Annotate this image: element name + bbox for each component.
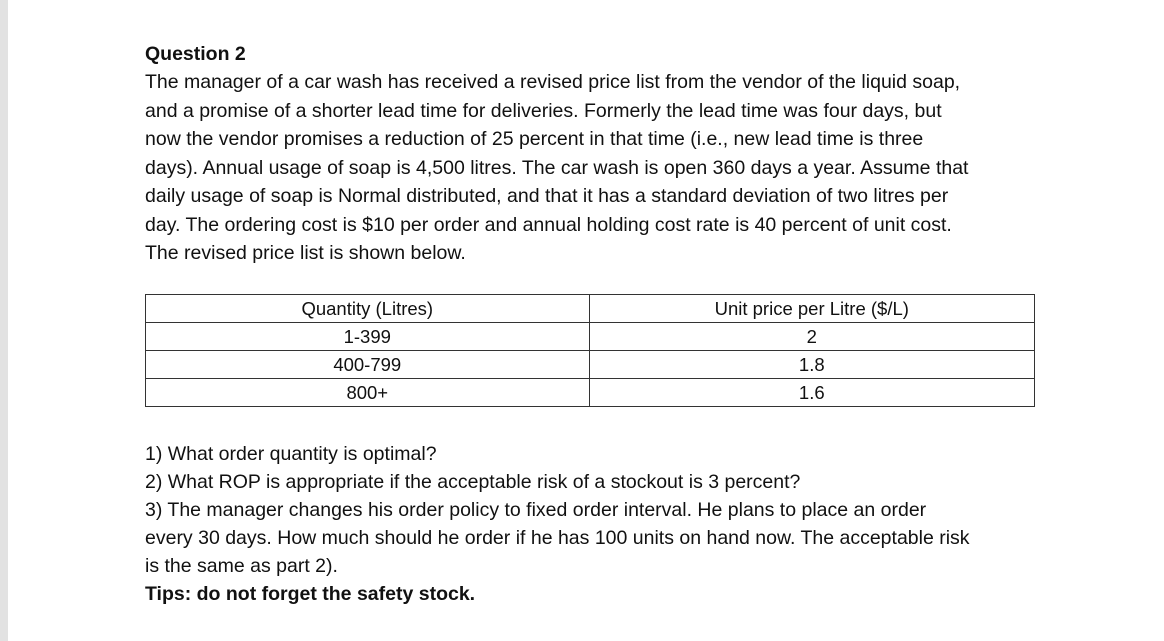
- question-paragraph: [145, 68, 1045, 268]
- table-row: [146, 351, 1035, 379]
- paragraph-line: now the vendor promises a reduction of 25 percent in that time (i.e., new lead time is three: [145, 128, 924, 150]
- question-title: Question 2: [145, 43, 246, 65]
- table-row: [146, 379, 1035, 407]
- price-table: [145, 294, 1035, 407]
- tips-line: Tips: do not forget the safety stock.: [145, 583, 476, 605]
- table-header-row: [146, 295, 1035, 323]
- paragraph-line: daily usage of soap is Normal distributed, and that it has a standard deviation of two litres per: [145, 185, 949, 207]
- part-line: 1) What order quantity is optimal?: [145, 443, 437, 465]
- price-cell: 2: [589, 323, 1034, 351]
- part-line: 2) What ROP is appropriate if the acceptable risk of a stockout is 3 percent?: [145, 471, 801, 493]
- paragraph-line: day. The ordering cost is $10 per order and annual holding cost rate is 40 percent of unit cost.: [145, 213, 952, 236]
- price-cell: 1.6: [589, 379, 1034, 407]
- header-quantity: Quantity (Litres): [146, 295, 590, 323]
- quantity-cell: 800+: [146, 379, 590, 407]
- quantity-cell: 1-399: [146, 323, 590, 351]
- price-cell: 1.8: [589, 351, 1034, 379]
- part-line: every 30 days. How much should he order if he has 100 units on hand now. The acceptable risk: [145, 527, 970, 549]
- paragraph-line: The revised price list is shown below.: [145, 242, 466, 264]
- quantity-cell: 400-799: [146, 351, 590, 379]
- question-parts: [145, 440, 1045, 608]
- paragraph-line: and a promise of a shorter lead time for deliveries. Formerly the lead time was four days, but: [145, 99, 942, 122]
- part-line: is the same as part 2).: [145, 555, 338, 577]
- part-line: 3) The manager changes his order policy to fixed order interval. He plans to place an order: [145, 499, 927, 521]
- header-unit-price: Unit price per Litre ($/L): [589, 295, 1034, 323]
- paragraph-line: days). Annual usage of soap is 4,500 litres. The car wash is open 360 days a year. Assume that: [145, 156, 969, 179]
- table-row: [146, 323, 1035, 351]
- page-left-edge: [0, 0, 8, 641]
- document-page: [145, 40, 1045, 605]
- paragraph-line: The manager of a car wash has received a revised price list from the vendor of the liquid soap,: [145, 71, 961, 93]
